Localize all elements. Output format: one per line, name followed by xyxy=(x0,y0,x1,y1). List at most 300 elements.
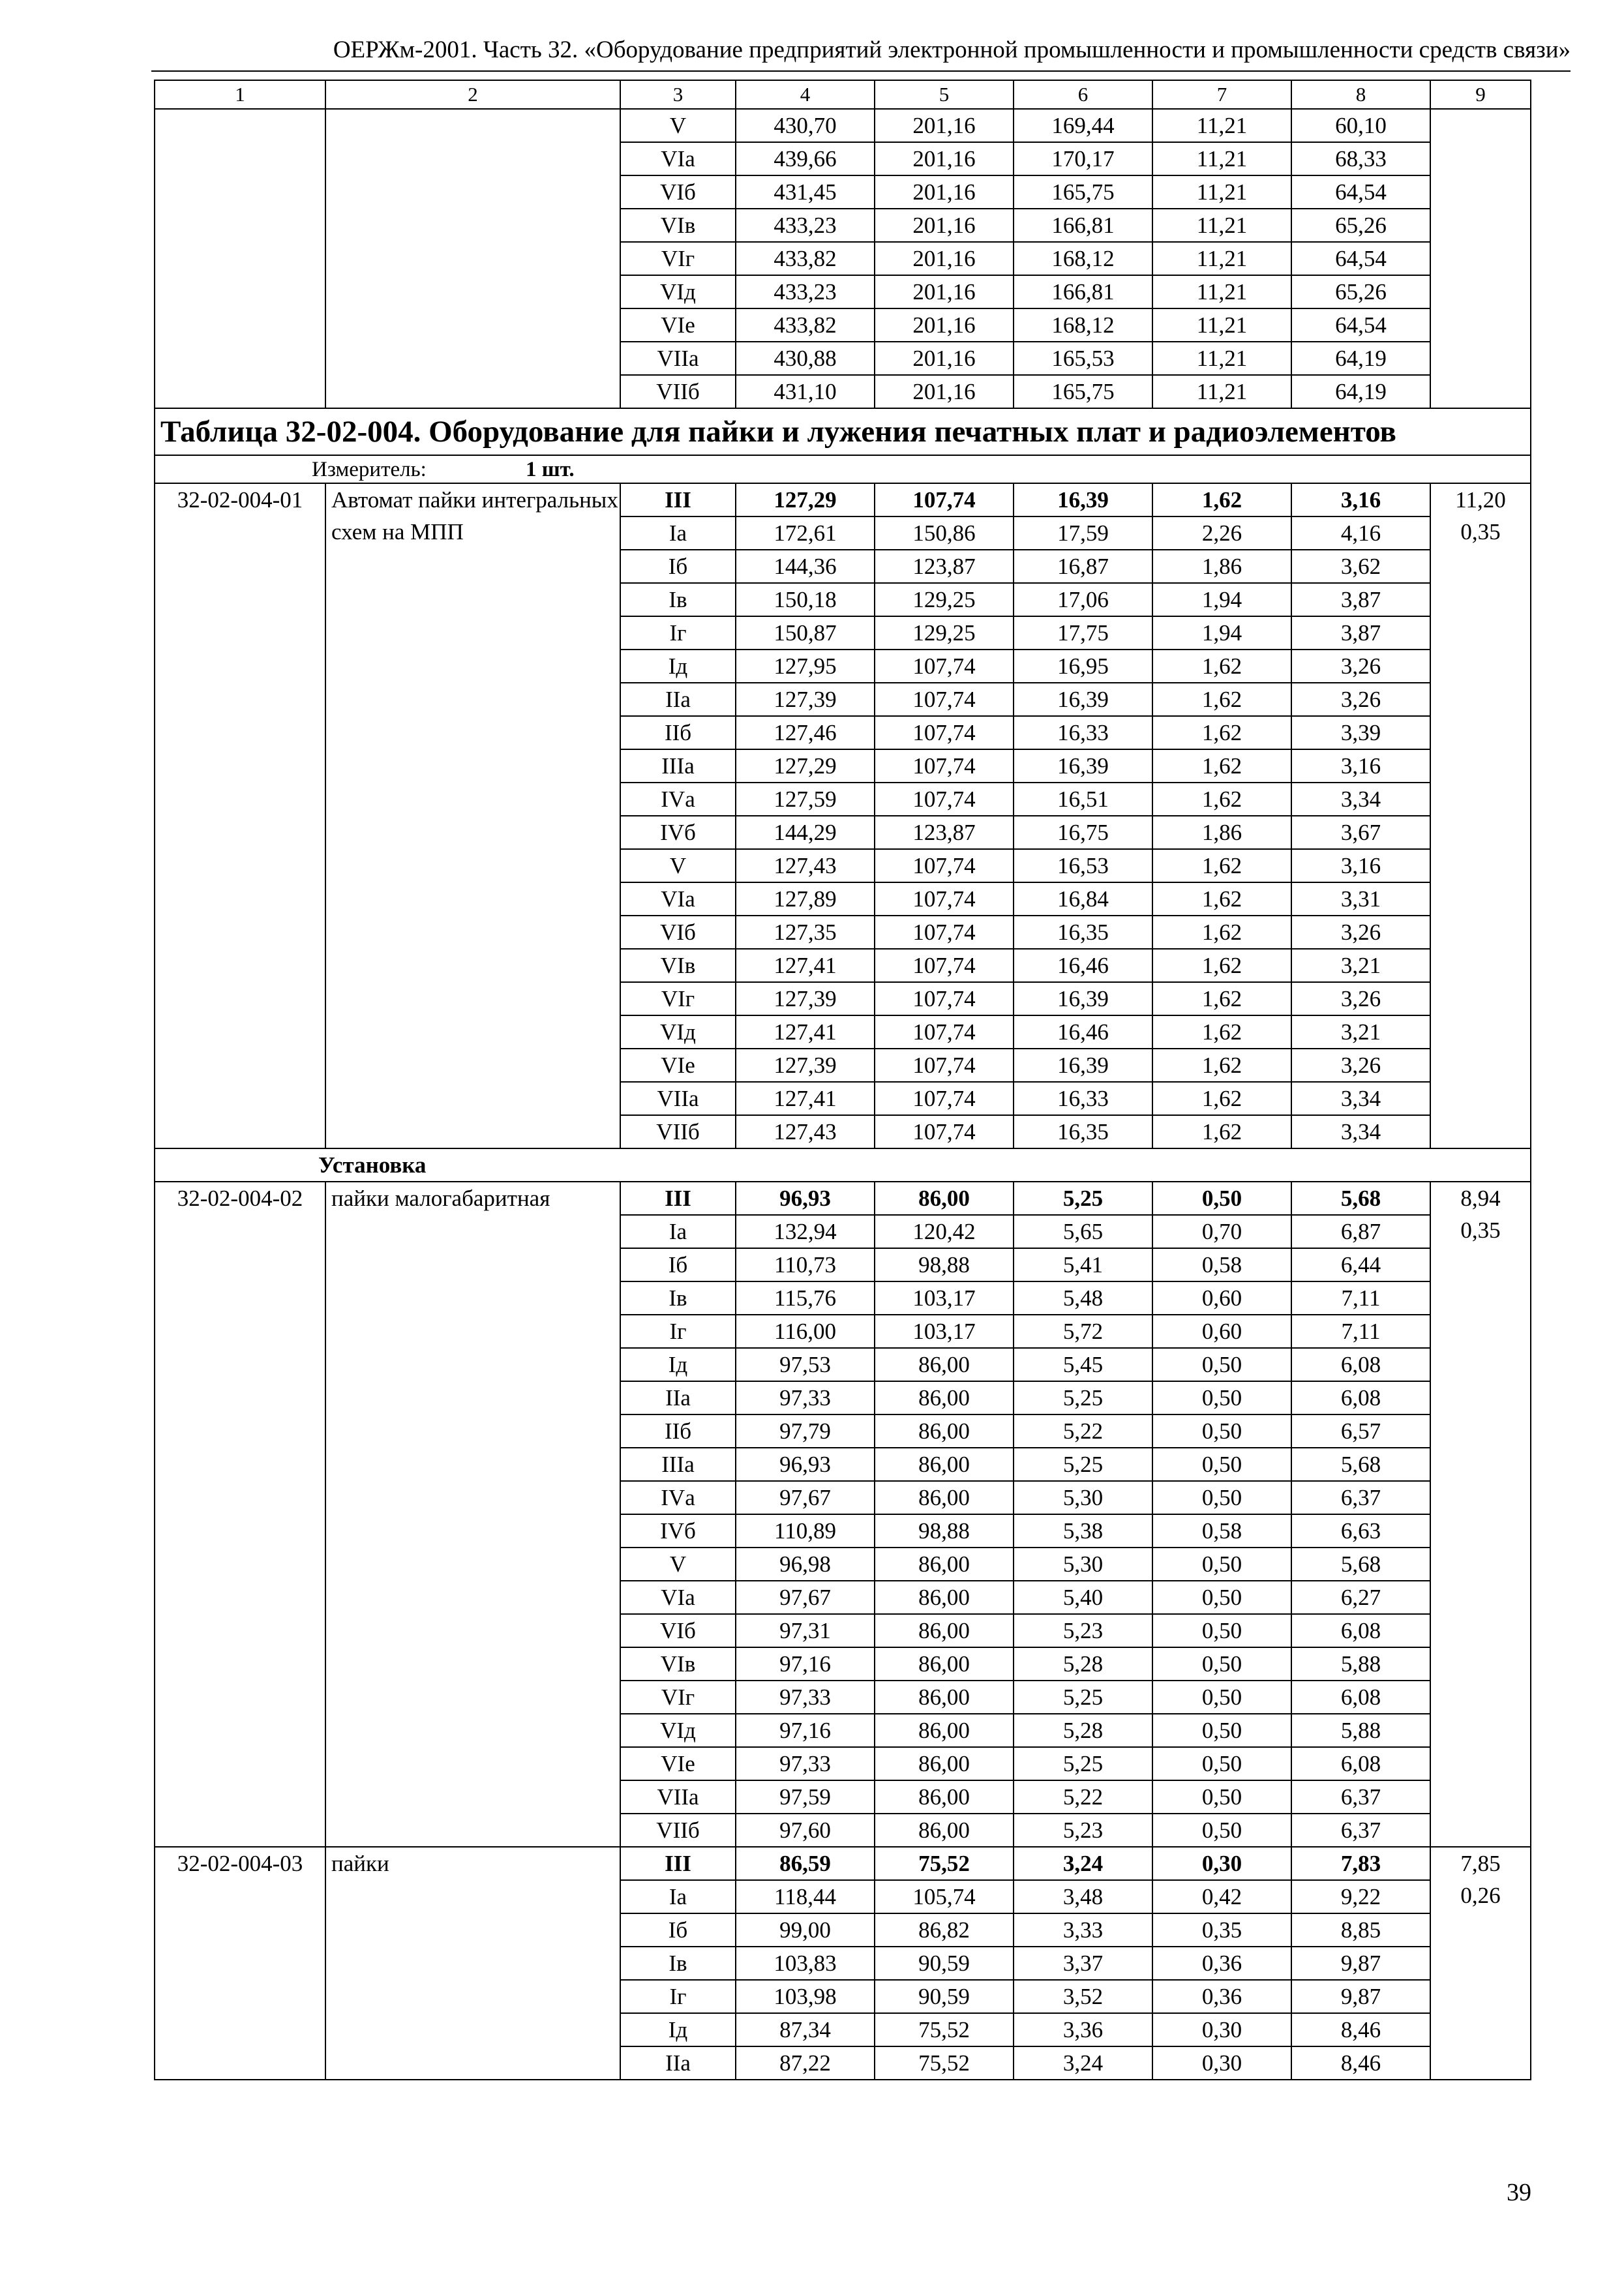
value-cell: 129,25 xyxy=(875,583,1014,616)
value-cell: 97,16 xyxy=(736,1647,875,1681)
value-cell: 172,61 xyxy=(736,516,875,550)
value-cell: 3,87 xyxy=(1291,583,1430,616)
value-cell: 98,88 xyxy=(875,1248,1014,1281)
region-cell: Iв xyxy=(620,1281,736,1315)
value-cell: 3,26 xyxy=(1291,650,1430,683)
region-cell: VIIб xyxy=(620,375,736,408)
value-cell: 1,62 xyxy=(1152,1049,1291,1082)
value-cell: 6,08 xyxy=(1291,1747,1430,1780)
value-cell: 433,82 xyxy=(736,308,875,342)
value-cell: 86,00 xyxy=(875,1548,1014,1581)
value-cell: 5,25 xyxy=(1014,1182,1152,1215)
value-cell: 5,40 xyxy=(1014,1581,1152,1614)
column-number: 2 xyxy=(325,80,620,109)
region-cell: IIа xyxy=(620,683,736,716)
region-cell: IVа xyxy=(620,1481,736,1514)
region-cell: III xyxy=(620,483,736,516)
value-cell: 0,50 xyxy=(1152,1681,1291,1714)
value-cell: 5,22 xyxy=(1014,1414,1152,1448)
value-cell: 5,38 xyxy=(1014,1514,1152,1548)
column-number: 3 xyxy=(620,80,736,109)
col9-cell xyxy=(1430,483,1531,1148)
value-cell: 60,10 xyxy=(1291,109,1430,142)
value-cell: 97,33 xyxy=(736,1681,875,1714)
value-cell: 3,26 xyxy=(1291,683,1430,716)
region-cell: IIб xyxy=(620,1414,736,1448)
value-cell: 97,16 xyxy=(736,1714,875,1747)
value-cell: 201,16 xyxy=(875,242,1014,275)
value-cell: 86,00 xyxy=(875,1647,1014,1681)
value-cell: 6,87 xyxy=(1291,1215,1430,1248)
value-cell: 3,33 xyxy=(1014,1913,1152,1947)
value-cell: 86,00 xyxy=(875,1182,1014,1215)
value-cell: 107,74 xyxy=(875,683,1014,716)
region-cell: Iб xyxy=(620,550,736,583)
value-cell: 0,50 xyxy=(1152,1614,1291,1647)
value-cell: 201,16 xyxy=(875,175,1014,209)
column-number: 7 xyxy=(1152,80,1291,109)
value-cell: 3,62 xyxy=(1291,550,1430,583)
region-cell: III xyxy=(620,1182,736,1215)
region-cell: III xyxy=(620,1847,736,1880)
value-cell: 1,62 xyxy=(1152,783,1291,816)
value-cell: 97,67 xyxy=(736,1481,875,1514)
value-cell: 0,58 xyxy=(1152,1248,1291,1281)
value-cell: 5,68 xyxy=(1291,1548,1430,1581)
value-cell: 103,98 xyxy=(736,1980,875,2013)
region-cell: IIа xyxy=(620,1381,736,1414)
value-cell: 0,50 xyxy=(1152,1780,1291,1814)
value-cell: 96,98 xyxy=(736,1548,875,1581)
value-cell: 64,54 xyxy=(1291,308,1430,342)
value-cell: 0,50 xyxy=(1152,1414,1291,1448)
value-cell: 6,57 xyxy=(1291,1414,1430,1448)
value-cell: 64,54 xyxy=(1291,175,1430,209)
value-cell: 1,86 xyxy=(1152,816,1291,849)
value-cell: 144,29 xyxy=(736,816,875,849)
value-cell: 86,00 xyxy=(875,1581,1014,1614)
value-cell: 439,66 xyxy=(736,142,875,175)
value-cell: 86,00 xyxy=(875,1348,1014,1381)
value-cell: 0,50 xyxy=(1152,1481,1291,1514)
region-cell: VIIа xyxy=(620,342,736,375)
value-cell: 1,62 xyxy=(1152,1015,1291,1049)
value-cell: 11,21 xyxy=(1152,209,1291,242)
region-cell: Iд xyxy=(620,2013,736,2046)
value-cell: 433,23 xyxy=(736,275,875,308)
value-cell: 118,44 xyxy=(736,1880,875,1913)
value-cell: 8,85 xyxy=(1291,1913,1430,1947)
value-cell: 1,62 xyxy=(1152,650,1291,683)
value-cell: 1,94 xyxy=(1152,583,1291,616)
region-cell: V xyxy=(620,1548,736,1581)
value-cell: 1,62 xyxy=(1152,483,1291,516)
table-title-row xyxy=(155,408,1531,455)
value-cell: 110,73 xyxy=(736,1248,875,1281)
value-cell: 6,08 xyxy=(1291,1348,1430,1381)
value-cell: 3,16 xyxy=(1291,483,1430,516)
value-cell: 17,59 xyxy=(1014,516,1152,550)
region-cell: Iг xyxy=(620,1315,736,1348)
column-number-row xyxy=(155,80,1531,109)
entry-name: пайки малогабаритная xyxy=(325,1182,620,1847)
region-cell: IIIа xyxy=(620,1448,736,1481)
value-cell: 9,22 xyxy=(1291,1880,1430,1913)
value-cell: 166,81 xyxy=(1014,209,1152,242)
value-cell: 87,34 xyxy=(736,2013,875,2046)
table-title: Таблица 32-02-004. Оборудование для пайки и лужения печатных плат и радиоэлементов xyxy=(155,408,1531,455)
value-cell: 170,17 xyxy=(1014,142,1152,175)
value-cell: 86,82 xyxy=(875,1913,1014,1947)
value-cell: 107,74 xyxy=(875,1115,1014,1148)
value-cell: 5,28 xyxy=(1014,1714,1152,1747)
value-cell: 68,33 xyxy=(1291,142,1430,175)
value-cell: 6,44 xyxy=(1291,1248,1430,1281)
subheader-cell xyxy=(155,1148,1531,1182)
measure-value: 1 шт. xyxy=(526,458,575,481)
value-cell: 1,62 xyxy=(1152,849,1291,882)
value-cell: 6,37 xyxy=(1291,1780,1430,1814)
value-cell: 6,37 xyxy=(1291,1481,1430,1514)
header-rule xyxy=(151,70,1571,72)
value-cell: 165,75 xyxy=(1014,375,1152,408)
value-cell: 0,50 xyxy=(1152,1348,1291,1381)
value-cell: 0,58 xyxy=(1152,1514,1291,1548)
table-row xyxy=(155,1847,1531,1880)
value-cell: 90,59 xyxy=(875,1980,1014,2013)
column-number: 6 xyxy=(1014,80,1152,109)
column-number: 4 xyxy=(736,80,875,109)
value-cell: 127,35 xyxy=(736,916,875,949)
value-cell: 5,72 xyxy=(1014,1315,1152,1348)
value-cell: 86,00 xyxy=(875,1814,1014,1847)
value-cell: 5,88 xyxy=(1291,1714,1430,1747)
value-cell: 129,25 xyxy=(875,616,1014,650)
value-cell: 97,79 xyxy=(736,1414,875,1448)
region-cell: V xyxy=(620,849,736,882)
value-cell: 7,11 xyxy=(1291,1281,1430,1315)
value-cell: 16,35 xyxy=(1014,1115,1152,1148)
value-cell: 16,75 xyxy=(1014,816,1152,849)
value-cell: 6,08 xyxy=(1291,1381,1430,1414)
value-cell: 16,33 xyxy=(1014,716,1152,749)
value-cell: 97,33 xyxy=(736,1747,875,1780)
value-cell: 107,74 xyxy=(875,783,1014,816)
value-cell: 11,21 xyxy=(1152,342,1291,375)
region-cell: VIб xyxy=(620,1614,736,1647)
value-cell: 97,53 xyxy=(736,1348,875,1381)
value-cell: 16,95 xyxy=(1014,650,1152,683)
value-cell: 123,87 xyxy=(875,816,1014,849)
value-cell: 107,74 xyxy=(875,1015,1014,1049)
value-cell: 0,30 xyxy=(1152,2046,1291,2080)
value-cell: 16,39 xyxy=(1014,749,1152,783)
value-cell: 99,00 xyxy=(736,1913,875,1947)
value-cell: 1,62 xyxy=(1152,1115,1291,1148)
value-cell: 16,84 xyxy=(1014,882,1152,916)
entry-name: Автомат пайки интегральных схем на МПП xyxy=(325,483,620,1148)
value-cell: 64,19 xyxy=(1291,375,1430,408)
value-cell: 1,62 xyxy=(1152,716,1291,749)
value-cell: 86,00 xyxy=(875,1614,1014,1647)
value-cell: 9,87 xyxy=(1291,1947,1430,1980)
region-cell: VIд xyxy=(620,1714,736,1747)
value-cell: 5,22 xyxy=(1014,1780,1152,1814)
value-cell: 16,39 xyxy=(1014,683,1152,716)
value-cell: 3,26 xyxy=(1291,982,1430,1015)
value-cell: 1,62 xyxy=(1152,1082,1291,1115)
value-cell: 430,88 xyxy=(736,342,875,375)
value-cell: 1,62 xyxy=(1152,916,1291,949)
value-cell: 16,39 xyxy=(1014,1049,1152,1082)
value-cell: 166,81 xyxy=(1014,275,1152,308)
value-cell: 201,16 xyxy=(875,375,1014,408)
value-cell: 5,45 xyxy=(1014,1348,1152,1381)
value-cell: 3,24 xyxy=(1014,1847,1152,1880)
value-cell: 5,68 xyxy=(1291,1448,1430,1481)
col9-value: 8,94 xyxy=(1460,1186,1501,1211)
value-cell: 3,34 xyxy=(1291,1115,1430,1148)
value-cell: 7,83 xyxy=(1291,1847,1430,1880)
region-cell: VIIб xyxy=(620,1115,736,1148)
region-cell: IIа xyxy=(620,2046,736,2080)
value-cell: 8,46 xyxy=(1291,2013,1430,2046)
page-header: ОЕРЖм-2001. Часть 32. «Оборудование предприятий электронной промышленности и промышленности средств связи» xyxy=(333,37,1571,63)
value-cell: 3,52 xyxy=(1014,1980,1152,2013)
value-cell: 65,26 xyxy=(1291,275,1430,308)
value-cell: 5,23 xyxy=(1014,1814,1152,1847)
entry-code: 32-02-004-01 xyxy=(155,483,325,1148)
value-cell: 6,37 xyxy=(1291,1814,1430,1847)
region-cell: VIд xyxy=(620,1015,736,1049)
value-cell: 431,10 xyxy=(736,375,875,408)
value-cell: 0,50 xyxy=(1152,1714,1291,1747)
value-cell: 165,53 xyxy=(1014,342,1152,375)
value-cell: 0,35 xyxy=(1152,1913,1291,1947)
entry-name: пайки xyxy=(325,1847,620,2080)
value-cell: 168,12 xyxy=(1014,308,1152,342)
value-cell: 5,23 xyxy=(1014,1614,1152,1647)
region-cell: VIа xyxy=(620,1581,736,1614)
value-cell: 433,23 xyxy=(736,209,875,242)
region-cell: VIа xyxy=(620,882,736,916)
value-cell: 16,46 xyxy=(1014,1015,1152,1049)
region-cell: Iв xyxy=(620,1947,736,1980)
value-cell: 2,26 xyxy=(1152,516,1291,550)
value-cell: 1,62 xyxy=(1152,982,1291,1015)
value-cell: 6,08 xyxy=(1291,1614,1430,1647)
value-cell: 5,41 xyxy=(1014,1248,1152,1281)
value-cell: 201,16 xyxy=(875,308,1014,342)
region-cell: VIг xyxy=(620,1681,736,1714)
region-cell: VIг xyxy=(620,242,736,275)
value-cell: 150,86 xyxy=(875,516,1014,550)
value-cell: 107,74 xyxy=(875,1049,1014,1082)
value-cell: 11,21 xyxy=(1152,308,1291,342)
value-cell: 165,75 xyxy=(1014,175,1152,209)
value-cell: 3,26 xyxy=(1291,1049,1430,1082)
value-cell: 3,34 xyxy=(1291,1082,1430,1115)
value-cell: 16,53 xyxy=(1014,849,1152,882)
value-cell: 0,50 xyxy=(1152,1814,1291,1847)
value-cell: 0,50 xyxy=(1152,1182,1291,1215)
value-cell: 127,95 xyxy=(736,650,875,683)
value-cell: 5,88 xyxy=(1291,1647,1430,1681)
region-cell: Iб xyxy=(620,1913,736,1947)
region-cell: IVа xyxy=(620,783,736,816)
value-cell: 150,87 xyxy=(736,616,875,650)
value-cell: 0,36 xyxy=(1152,1980,1291,2013)
value-cell: 150,18 xyxy=(736,583,875,616)
value-cell: 201,16 xyxy=(875,275,1014,308)
region-cell: Iа xyxy=(620,516,736,550)
value-cell: 17,75 xyxy=(1014,616,1152,650)
value-cell: 0,50 xyxy=(1152,1581,1291,1614)
region-cell: Iг xyxy=(620,616,736,650)
region-cell: VIд xyxy=(620,275,736,308)
value-cell: 0,50 xyxy=(1152,1747,1291,1780)
value-cell: 1,94 xyxy=(1152,616,1291,650)
value-cell: 75,52 xyxy=(875,1847,1014,1880)
value-cell: 3,48 xyxy=(1014,1880,1152,1913)
value-cell: 103,17 xyxy=(875,1281,1014,1315)
value-cell: 201,16 xyxy=(875,142,1014,175)
value-cell: 8,46 xyxy=(1291,2046,1430,2080)
value-cell: 86,00 xyxy=(875,1481,1014,1514)
value-cell: 86,00 xyxy=(875,1747,1014,1780)
value-cell: 75,52 xyxy=(875,2013,1014,2046)
value-cell: 1,62 xyxy=(1152,749,1291,783)
value-cell: 3,31 xyxy=(1291,882,1430,916)
value-cell: 132,94 xyxy=(736,1215,875,1248)
value-cell: 107,74 xyxy=(875,650,1014,683)
value-cell: 86,00 xyxy=(875,1448,1014,1481)
value-cell: 11,21 xyxy=(1152,109,1291,142)
value-cell: 86,00 xyxy=(875,1414,1014,1448)
value-cell: 11,21 xyxy=(1152,275,1291,308)
value-cell: 86,00 xyxy=(875,1681,1014,1714)
col9-value: 7,85 xyxy=(1460,1851,1501,1876)
value-cell: 201,16 xyxy=(875,209,1014,242)
value-cell: 6,63 xyxy=(1291,1514,1430,1548)
value-cell: 107,74 xyxy=(875,716,1014,749)
value-cell: 5,48 xyxy=(1014,1281,1152,1315)
value-cell: 1,62 xyxy=(1152,949,1291,982)
value-cell: 3,16 xyxy=(1291,749,1430,783)
value-cell: 96,93 xyxy=(736,1182,875,1215)
value-cell: 1,62 xyxy=(1152,882,1291,916)
col9-subvalue: 0,26 xyxy=(1460,1883,1501,1908)
value-cell: 1,86 xyxy=(1152,550,1291,583)
value-cell: 431,45 xyxy=(736,175,875,209)
column-number: 8 xyxy=(1291,80,1430,109)
value-cell: 110,89 xyxy=(736,1514,875,1548)
value-cell: 0,50 xyxy=(1152,1381,1291,1414)
table-row xyxy=(155,483,1531,516)
value-cell: 168,12 xyxy=(1014,242,1152,275)
code-cell-empty xyxy=(155,109,325,408)
value-cell: 90,59 xyxy=(875,1947,1014,1980)
value-cell: 127,29 xyxy=(736,749,875,783)
value-cell: 97,31 xyxy=(736,1614,875,1647)
entry-code: 32-02-004-02 xyxy=(155,1182,325,1847)
col9-cell xyxy=(1430,1182,1531,1847)
col9-subvalue: 0,35 xyxy=(1460,519,1501,545)
value-cell: 433,82 xyxy=(736,242,875,275)
value-cell: 96,93 xyxy=(736,1448,875,1481)
value-cell: 120,42 xyxy=(875,1215,1014,1248)
value-cell: 4,16 xyxy=(1291,516,1430,550)
value-cell: 127,43 xyxy=(736,849,875,882)
region-cell: VIIа xyxy=(620,1082,736,1115)
region-cell: IVб xyxy=(620,816,736,849)
value-cell: 127,59 xyxy=(736,783,875,816)
region-cell: Iб xyxy=(620,1248,736,1281)
value-cell: 97,59 xyxy=(736,1780,875,1814)
page-number: 39 xyxy=(1507,2179,1531,2206)
value-cell: 97,67 xyxy=(736,1581,875,1614)
measure-row xyxy=(155,455,1531,483)
region-cell: VIв xyxy=(620,209,736,242)
measure-label: Измеритель: xyxy=(312,458,427,481)
value-cell: 107,74 xyxy=(875,982,1014,1015)
value-cell: 107,74 xyxy=(875,483,1014,516)
value-cell: 127,46 xyxy=(736,716,875,749)
value-cell: 5,25 xyxy=(1014,1747,1152,1780)
value-cell: 3,37 xyxy=(1014,1947,1152,1980)
value-cell: 3,67 xyxy=(1291,816,1430,849)
value-cell: 144,36 xyxy=(736,550,875,583)
subheader-label: Установка xyxy=(318,1152,427,1178)
column-number: 5 xyxy=(875,80,1014,109)
region-cell: VIIб xyxy=(620,1814,736,1847)
value-cell: 5,25 xyxy=(1014,1381,1152,1414)
value-cell: 103,83 xyxy=(736,1947,875,1980)
value-cell: 0,36 xyxy=(1152,1947,1291,1980)
value-cell: 3,26 xyxy=(1291,916,1430,949)
value-cell: 3,21 xyxy=(1291,949,1430,982)
value-cell: 0,50 xyxy=(1152,1448,1291,1481)
rates-table xyxy=(154,80,1531,2080)
value-cell: 64,54 xyxy=(1291,242,1430,275)
region-cell: VIг xyxy=(620,982,736,1015)
value-cell: 107,74 xyxy=(875,882,1014,916)
entry-code: 32-02-004-03 xyxy=(155,1847,325,2080)
value-cell: 0,42 xyxy=(1152,1880,1291,1913)
value-cell: 127,41 xyxy=(736,1082,875,1115)
value-cell: 127,39 xyxy=(736,982,875,1015)
table-row xyxy=(155,1182,1531,1215)
value-cell: 86,00 xyxy=(875,1780,1014,1814)
value-cell: 127,41 xyxy=(736,1015,875,1049)
value-cell: 86,00 xyxy=(875,1381,1014,1414)
value-cell: 16,87 xyxy=(1014,550,1152,583)
value-cell: 3,16 xyxy=(1291,849,1430,882)
value-cell: 0,50 xyxy=(1152,1647,1291,1681)
region-cell: Iд xyxy=(620,650,736,683)
value-cell: 107,74 xyxy=(875,916,1014,949)
value-cell: 430,70 xyxy=(736,109,875,142)
value-cell: 5,25 xyxy=(1014,1448,1152,1481)
value-cell: 127,41 xyxy=(736,949,875,982)
value-cell: 16,33 xyxy=(1014,1082,1152,1115)
value-cell: 16,51 xyxy=(1014,783,1152,816)
value-cell: 75,52 xyxy=(875,2046,1014,2080)
value-cell: 3,87 xyxy=(1291,616,1430,650)
value-cell: 127,43 xyxy=(736,1115,875,1148)
region-cell: VIе xyxy=(620,308,736,342)
value-cell: 107,74 xyxy=(875,1082,1014,1115)
